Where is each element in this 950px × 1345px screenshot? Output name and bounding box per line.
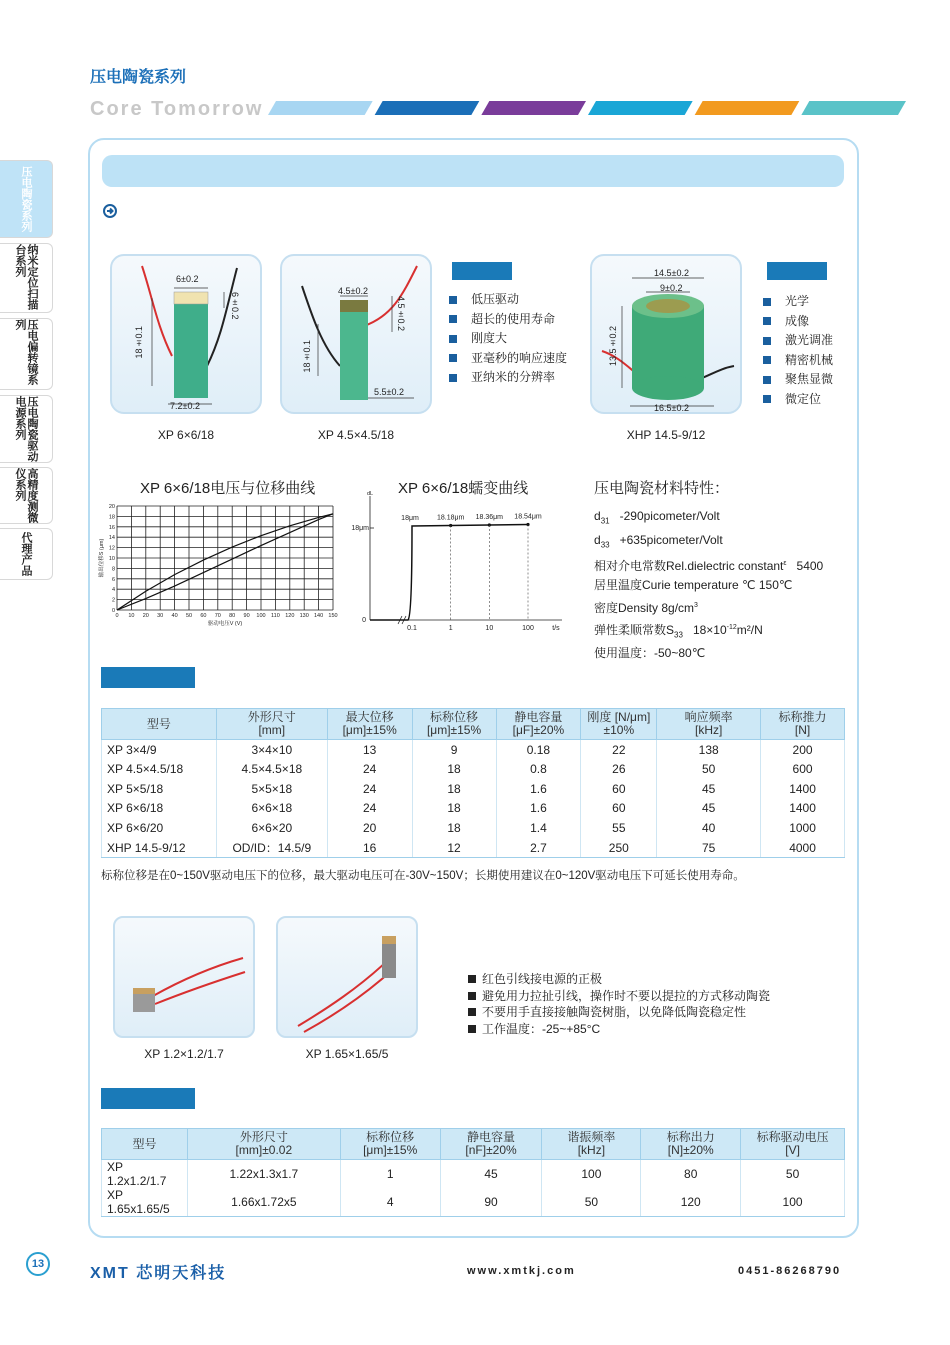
y-tick-label: 2 <box>111 597 115 604</box>
x-tick-label: 0 <box>115 613 119 619</box>
table-cell: XP 1.65x1.65/5 <box>102 1188 188 1217</box>
material-title: 压电陶瓷材料特性： <box>594 480 730 497</box>
table-cell: 0.18 <box>496 740 581 760</box>
x-tick-label: 140 <box>314 613 324 619</box>
table-cell: 80 <box>641 1160 741 1189</box>
company-logo: XMT 芯明天科技 <box>90 1265 227 1282</box>
table-cell: XHP 14.5-9/12 <box>102 838 217 858</box>
table-header: 标称驱动电压 [V] <box>741 1129 845 1160</box>
table-cell: 60 <box>581 799 657 819</box>
table-cell: 50 <box>542 1188 641 1217</box>
table-cell: 200 <box>761 740 845 760</box>
x-tick-label: 150 <box>328 613 338 619</box>
x-tick-label: 100 <box>256 613 266 619</box>
xp12-drawing <box>115 918 255 1038</box>
table-cell: 1.6 <box>496 779 581 799</box>
table-cell: 1 <box>340 1160 440 1189</box>
brand-subtitle: Core Tomorrow <box>90 98 264 120</box>
table-cell: OD/ID：14.5/9 <box>216 838 327 858</box>
table-cell: 24 <box>327 799 412 819</box>
features-label-box <box>452 262 512 280</box>
table-cell: 4 <box>340 1188 440 1217</box>
side-tab-piezo-ceramic[interactable] <box>0 160 53 238</box>
arrow-circle-icon <box>102 203 118 219</box>
table-cell: 3×4×10 <box>216 740 327 760</box>
table1-label-box <box>101 667 195 688</box>
table-cell: 9 <box>412 740 496 760</box>
voltage-displacement-chart <box>95 498 345 633</box>
list-item: 亚纳米的分辨率 <box>449 368 567 388</box>
usage-notes <box>468 971 770 1037</box>
side-tab-nano-stage[interactable] <box>0 243 53 313</box>
table-header: 响应频率 [kHz] <box>657 709 761 740</box>
list-item: 工作温度：-25~+85°C <box>468 1021 770 1038</box>
product-photo-xp6x6 <box>110 254 262 414</box>
product-photo-xhp <box>590 254 742 414</box>
table-cell: 100 <box>542 1160 641 1189</box>
x-tick-label: 10 <box>485 625 494 632</box>
x-tick-label: 90 <box>243 613 250 619</box>
data-label: 18μm <box>401 515 419 522</box>
table-header: 刚度 [N/μm] ±10% <box>581 709 657 740</box>
table-cell: XP 6×6/18 <box>102 799 217 819</box>
phone-number: 0451-86268790 <box>738 1265 842 1277</box>
table-cell: 45 <box>657 799 761 819</box>
table-header: 标称推力 [N] <box>761 709 845 740</box>
side-tab-label: 压电偏转镜系列 <box>14 319 38 385</box>
table-row <box>102 740 845 760</box>
table1-note: 标称位移是在0~150V驱动电压下的位移，最大驱动电压可在-30V~150V；长期使用建议在0~120V驱动电压下可延长使用寿命。 <box>101 870 745 882</box>
series-line-0 <box>117 514 333 610</box>
y-tick-label: 18μm <box>351 525 369 532</box>
x-tick-label: 80 <box>229 613 236 619</box>
product-caption: XHP 14.5-9/12 <box>626 428 706 442</box>
side-tab-driver[interactable] <box>0 395 53 463</box>
y-axis-label: dL <box>366 491 374 497</box>
dim-label: 7.2±0.2 <box>170 401 200 411</box>
table-cell: 16 <box>327 838 412 858</box>
table-cell: 4.5×4.5×18 <box>216 759 327 779</box>
side-tab-label: 纳米定位扫描台系列 <box>14 244 38 310</box>
side-tab-micrometer[interactable] <box>0 467 53 524</box>
table-cell: 18 <box>412 799 496 819</box>
table-cell: 45 <box>657 779 761 799</box>
table-cell: 250 <box>581 838 657 858</box>
y-tick-label: 20 <box>108 504 115 510</box>
table-cell: 1400 <box>761 799 845 819</box>
header-stripe <box>801 101 906 115</box>
table-header: 最大位移 [μm]±15% <box>327 709 412 740</box>
product-photo-xp165 <box>276 916 418 1038</box>
table-header: 标称位移 [μm]±15% <box>412 709 496 740</box>
website-link[interactable]: www.xmtkj.com <box>467 1265 576 1277</box>
side-tab-tilt-mirror[interactable] <box>0 318 53 390</box>
prop-dielectric: 相对介电常数Rel.dielectric constant$^\varepsilon$ 5400 <box>594 559 824 574</box>
dim-label: 16.5±0.2 <box>654 403 689 413</box>
table-cell: 75 <box>657 838 761 858</box>
table-cell: 138 <box>657 740 761 760</box>
table-cell: 45 <box>440 1160 542 1189</box>
header-stripe <box>268 101 373 115</box>
x-tick-label: 10 <box>128 613 135 619</box>
side-tab-label: 压电陶瓷驱动电源系列 <box>14 396 38 462</box>
table-cell: 18 <box>412 779 496 799</box>
table-header: 型号 <box>102 709 217 740</box>
table-cell: 1.22x1.3x1.7 <box>187 1160 340 1189</box>
prop-curie: 居里温度Curie temperature ℃ 150℃ <box>594 578 793 593</box>
table-cell: 50 <box>657 759 761 779</box>
product-caption: XP 6×6/18 <box>157 428 215 442</box>
list-item: 聚焦显微 <box>763 370 833 390</box>
table-cell: 4000 <box>761 838 845 858</box>
dim-label: 18±0.1 <box>134 326 144 359</box>
x-tick-label: 120 <box>285 613 295 619</box>
table-row <box>102 1160 845 1189</box>
prop-d33: $d_{33}$ +635picometer/Volt <box>594 532 723 549</box>
dim-label: 14.5±0.2 <box>654 268 689 278</box>
table-cell: 100 <box>741 1188 845 1217</box>
y-tick-label: 6 <box>111 576 115 583</box>
x-tick-label: 130 <box>299 613 309 619</box>
applications-label-box <box>767 262 827 280</box>
table-row <box>102 759 845 779</box>
material-properties <box>594 507 854 664</box>
list-item: 不要用手直接接触陶瓷树脂，以免降低陶瓷稳定性 <box>468 1004 770 1021</box>
data-label: 18.18μm <box>436 514 465 522</box>
dim-label: 5.5±0.2 <box>374 387 404 397</box>
x-tick-label: 50 <box>185 613 193 619</box>
y-tick-label: 18 <box>108 514 115 521</box>
prop-temperature: 使用温度：-50~80℃ <box>594 646 706 661</box>
y-tick-label: 0 <box>111 608 115 614</box>
table-row <box>102 838 845 858</box>
table-cell: 26 <box>581 759 657 779</box>
prop-compliance: 弹性柔顺常数$S_{33}$ $18\times 10^{-12}m^2/N$ <box>594 622 763 640</box>
table-cell: 1.66x1.72x5 <box>187 1188 340 1217</box>
x-tick-label: 1 <box>448 625 453 632</box>
list-item: 激光调准 <box>763 331 833 351</box>
chart2-title: XP 6×6/18蠕变曲线 <box>398 480 529 497</box>
y-tick-label: 16 <box>108 524 115 531</box>
table-cell: 20 <box>327 818 412 838</box>
side-tab-label: 高精度测微仪系列 <box>14 468 38 523</box>
table-cell: XP 6×6/20 <box>102 818 217 838</box>
y-tick-label: 14 <box>108 535 115 542</box>
list-item: 光学 <box>763 292 833 312</box>
product-caption: XP 1.2×1.2/1.7 <box>144 1047 224 1061</box>
table-cell: 120 <box>641 1188 741 1217</box>
y-tick-label: 4 <box>111 587 115 594</box>
table-cell: 55 <box>581 818 657 838</box>
table-row <box>102 779 845 799</box>
table-cell: 40 <box>657 818 761 838</box>
table-cell: 13 <box>327 740 412 760</box>
product-photo-xp45 <box>280 254 432 414</box>
list-item: 刚度大 <box>449 329 567 349</box>
table-cell: 6×6×20 <box>216 818 327 838</box>
table-cell: 1.4 <box>496 818 581 838</box>
table-header: 标称位移 [μm]±15% <box>340 1129 440 1160</box>
table-cell: 600 <box>761 759 845 779</box>
y-tick-label: 12 <box>108 545 115 552</box>
table-cell: 0.8 <box>496 759 581 779</box>
table-cell: XP 3×4/9 <box>102 740 217 760</box>
header-stripe <box>588 101 693 115</box>
table-row <box>102 1188 845 1217</box>
list-item: 亚毫秒的响应速度 <box>449 349 567 369</box>
table-cell: 1.6 <box>496 799 581 819</box>
table-cell: 5×5×18 <box>216 779 327 799</box>
list-item: 成像 <box>763 312 833 332</box>
table-cell: 90 <box>440 1188 542 1217</box>
list-item: 避免用力拉扯引线，操作时不要以提拉的方式移动陶瓷 <box>468 988 770 1005</box>
x-tick-label: 60 <box>200 613 207 619</box>
table-header: 外形尺寸 [mm]±0.02 <box>187 1129 340 1160</box>
table-cell: 24 <box>327 759 412 779</box>
table-cell: 1000 <box>761 818 845 838</box>
table-cell: XP 4.5×4.5/18 <box>102 759 217 779</box>
header-stripe <box>375 101 480 115</box>
table-header: 静电容量 [nF]±20% <box>440 1129 542 1160</box>
creep-line <box>370 525 528 621</box>
x-tick-label: 40 <box>171 613 178 619</box>
dim-label: 9±0.2 <box>660 283 683 293</box>
y-tick-label: 10 <box>108 556 115 562</box>
table-cell: 60 <box>581 779 657 799</box>
product-photo-xp12 <box>113 916 255 1038</box>
page-number: 13 <box>26 1252 50 1276</box>
dim-label: 4.5±0.2 <box>396 296 406 332</box>
table-cell: 18 <box>412 759 496 779</box>
table-cell: 18 <box>412 818 496 838</box>
table-cell: 50 <box>741 1160 845 1189</box>
x-axis-label: 驱动电压V (V) <box>207 621 243 627</box>
side-tab-label: 压电陶瓷系列 <box>20 166 32 232</box>
xp45-drawing <box>282 256 432 414</box>
list-item: 低压驱动 <box>449 290 567 310</box>
prop-density: 密度Density $8g/cm^3$ <box>594 600 698 615</box>
data-label: 18.36μm <box>475 514 504 521</box>
dim-label: 6±0.2 <box>230 292 240 320</box>
table2-label-box <box>101 1088 195 1109</box>
dim-label: 4.5±0.2 <box>338 286 368 296</box>
header-stripe <box>481 101 586 115</box>
header-stripes <box>268 101 908 115</box>
y-axis-label: 输出位移S (μm) <box>99 538 105 578</box>
spec-table-1 <box>101 708 845 858</box>
data-label: 18.54μm <box>514 513 542 521</box>
x-tick-label: 100 <box>522 625 534 632</box>
dim-label: 18±0.1 <box>302 340 312 373</box>
table-cell: 12 <box>412 838 496 858</box>
table-cell: 2.7 <box>496 838 581 858</box>
creep-chart <box>340 488 570 636</box>
chart1-title: XP 6×6/18电压与位移曲线 <box>140 480 316 497</box>
section-banner <box>102 155 844 187</box>
table-header: 外形尺寸 [mm] <box>216 709 327 740</box>
table-cell: 6×6×18 <box>216 799 327 819</box>
features-list <box>449 290 567 388</box>
product-caption: XP 1.65×1.65/5 <box>305 1047 389 1061</box>
x-tick-label: 20 <box>142 613 149 619</box>
header-stripe <box>695 101 800 115</box>
table-header: 标称出力 [N]±20% <box>641 1129 741 1160</box>
x-axis-label: t/s <box>552 625 560 632</box>
table-row <box>102 799 845 819</box>
dim-label: 13.5±0.2 <box>608 326 618 367</box>
side-tab-agent-products[interactable] <box>0 528 53 580</box>
prop-d31: $d_{31}$ -290picometer/Volt <box>594 509 720 526</box>
x-tick-label: 110 <box>271 613 280 619</box>
table-row <box>102 818 845 838</box>
table-header: 型号 <box>102 1129 188 1160</box>
table-header: 谐振频率 [kHz] <box>542 1129 641 1160</box>
table-cell: 24 <box>327 779 412 799</box>
y-tick-label: 0 <box>362 617 366 624</box>
x-tick-label: 0.1 <box>407 625 417 632</box>
table-cell: XP 5×5/18 <box>102 779 217 799</box>
spec-table-2 <box>101 1128 845 1217</box>
table-cell: 22 <box>581 740 657 760</box>
list-item: 超长的使用寿命 <box>449 310 567 330</box>
table-header: 静电容量 [μF]±20% <box>496 709 581 740</box>
y-tick-label: 8 <box>111 566 115 573</box>
dim-label: 6±0.2 <box>176 274 199 284</box>
x-tick-label: 30 <box>157 613 164 619</box>
applications-list <box>763 292 833 409</box>
list-item: 微定位 <box>763 390 833 410</box>
list-item: 精密机械 <box>763 351 833 371</box>
table-cell: XP 1.2x1.2/1.7 <box>102 1160 188 1189</box>
xp165-drawing <box>278 918 418 1038</box>
list-item: 红色引线接电源的正极 <box>468 971 770 988</box>
product-caption: XP 4.5×4.5/18 <box>317 428 395 442</box>
side-tab-label: 代理产品 <box>20 532 32 576</box>
table-cell: 1400 <box>761 779 845 799</box>
x-tick-label: 70 <box>214 613 221 619</box>
series-title: 压电陶瓷系列 <box>90 69 187 86</box>
